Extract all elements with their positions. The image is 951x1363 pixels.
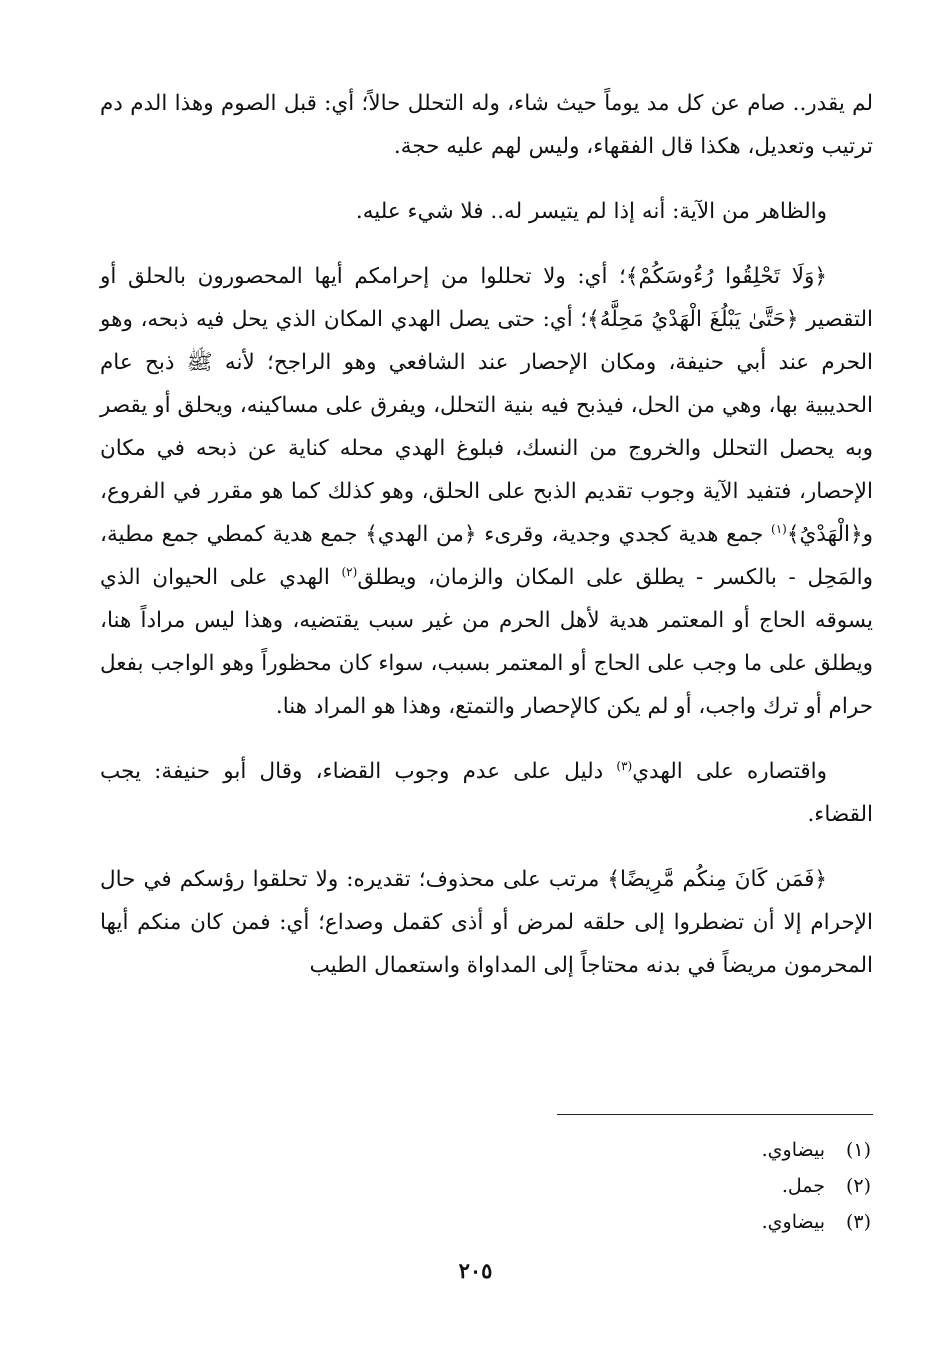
footnotes (762, 1132, 871, 1240)
quran-quote: ﴿الْهَدْيُ﴾ (786, 522, 863, 547)
footnote-3 (762, 1204, 871, 1240)
footnote-ref: (١) (771, 521, 787, 536)
footnote-number: (٢) (845, 1175, 871, 1197)
text-run: ؛ أي: حتى يصل الهدي المكان الذي يحل فيه ذبحه، وهو الحرم عند أبي حنيفة، ومكان الإحصار عند الشافعي وهو الراجح؛ لأنه ﷺ ذبح عام الحديبية بها، وهي من الحل، فيذبح فيه بنية التحلل، ويفرق على مساكينه، ويحلق أو يقصر وبه يحصل التحلل والخروج من النسك، فبلوغ الهدي محله كناية عن ذبحه في مكان الإحصار، فتفيد الآية وجوب تقديم الذبح على الحلق، وهو كذلك كما هو مقرر في الفروع، و (100, 307, 873, 547)
text-run: الهدي على الحيوان الذي يسوقه الحاج أو المعتمر هدية لأهل الحرم من غير سبب يقتضيه، وهذا ليس مراداً هنا، ويطلق على ما وجب على الحاج أو المعتمر بسبب، سواء كان محظوراً وهو الواجب بفعل حرام أو ترك واجب، أو لم يكن كالإحصار والتمتع، وهذا هو المراد هنا. (100, 565, 873, 719)
footnote-ref: (٣) (616, 758, 633, 773)
footnote-text: بيضاوي. (761, 1139, 825, 1161)
footnote-number: (٣) (845, 1211, 871, 1233)
footnote-2 (762, 1168, 871, 1204)
text-run: ؛ أي: ولا تحللوا من إحرامكم أيها المحصورون بالحلق أو التقصير (100, 264, 873, 332)
text-run: واقتصاره على الهدي (632, 759, 827, 784)
paragraph (100, 190, 873, 233)
quran-quote: ﴿وَلَا تَحْلِقُوا رُءُوسَكُمْ﴾ (625, 264, 827, 289)
text-run: والظاهر من الآية: أنه إذا لم يتيسر له.. فلا شيء عليه. (355, 199, 827, 224)
footnote-text: بيضاوي. (761, 1211, 825, 1233)
text-run: جمع هدية كجدي وجدية، وقرىء ﴿من الهدي﴾ جمع هدية كمطي جمع مطية، والمَحِل - بالكسر - يطلق على المكان والزمان، ويطلق (100, 522, 873, 590)
footnote-number: (١) (845, 1139, 871, 1161)
footnote-text: جمل. (781, 1175, 825, 1197)
text-run: مرتب على محذوف؛ تقديره: ولا تحلقوا رؤسكم في حال الإحرام إلا أن تضطروا إلى حلقه لمرض أو أذى كقمل وصداع؛ أي: فمن كان منكم أيها المحرمون مريضاً في بدنه محتاجاً إلى المداواة واستعمال الطيب (100, 867, 873, 978)
text-run: دليل على عدم وجوب القضاء، وقال أبو حنيفة: يجب القضاء. (100, 759, 873, 827)
paragraph (100, 750, 873, 836)
text-run: لم يقدر.. صام عن كل مد يوماً حيث شاء، وله التحلل حالاً؛ أي: قبل الصوم وهذا الدم دم ترتيب وتعديل، هكذا قال الفقهاء، وليس لهم عليه حجة. (100, 91, 873, 159)
paragraph (100, 255, 873, 728)
page-number: ٢٠٥ (458, 1258, 493, 1283)
footnote-divider (557, 1114, 873, 1115)
paragraph (100, 858, 873, 987)
footnote-ref: (٢) (341, 564, 358, 579)
quran-quote: ﴿حَتَّىٰ يَبْلُغَ الْهَدْيُ مَحِلَّهُ﴾ (587, 307, 799, 332)
paragraph (100, 82, 873, 168)
footnote-1 (762, 1132, 871, 1168)
main-text (100, 82, 873, 1009)
quran-quote: ﴿فَمَن كَانَ مِنكُم مَّرِيضًا﴾ (607, 867, 827, 892)
